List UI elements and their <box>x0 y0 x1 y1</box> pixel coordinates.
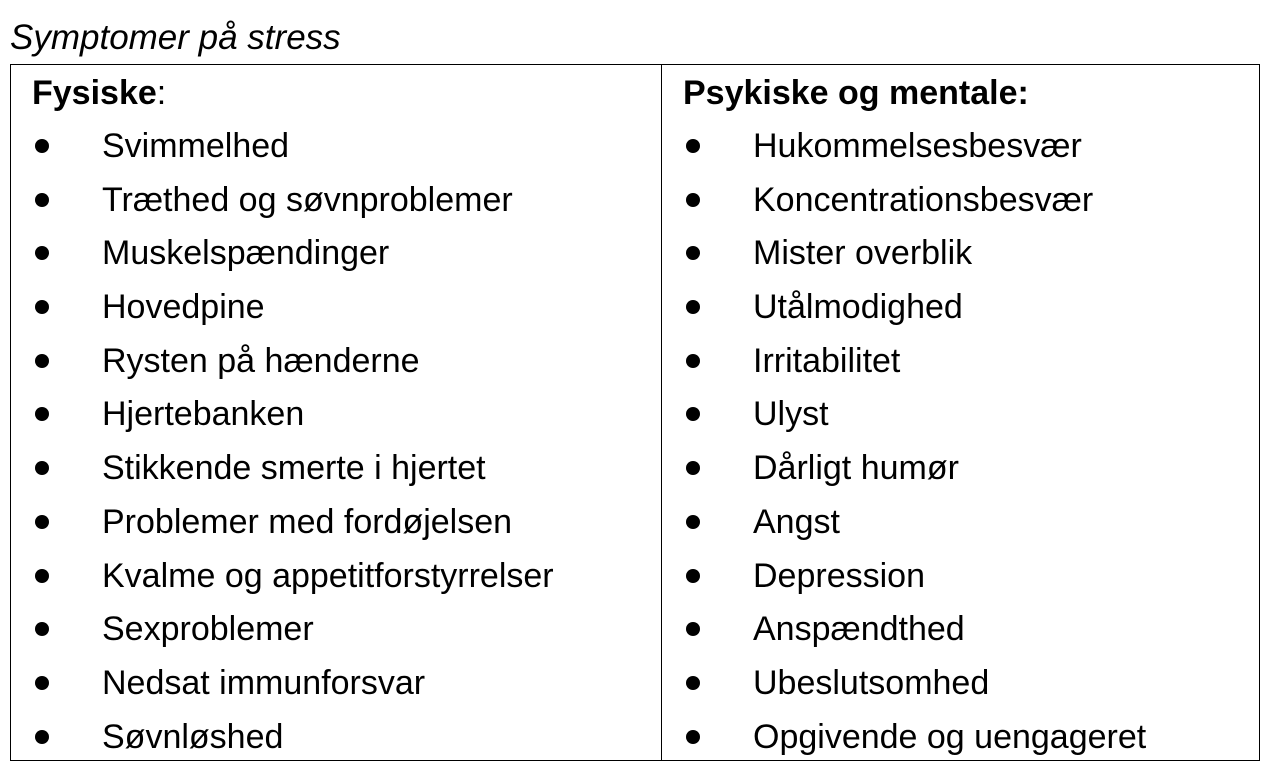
column-heading-title: Psykiske og mentale: <box>683 74 1029 112</box>
bullet-icon <box>686 622 700 636</box>
list-item-text: Hovedpine <box>102 288 265 327</box>
bullet-icon <box>35 569 49 583</box>
bullet-icon <box>35 193 49 207</box>
bullet-icon <box>686 407 700 421</box>
list-item-text: Utålmodighed <box>753 288 963 327</box>
list-item-text: Opgivende og uengageret <box>753 717 1147 756</box>
column-heading <box>683 73 1029 113</box>
column-physical <box>11 65 662 760</box>
list-item-text: Dårligt humør <box>753 449 959 488</box>
list-item-text: Hukommelsesbesvær <box>753 127 1082 165</box>
bullet-icon <box>686 139 700 153</box>
list-item-text: Koncentrationsbesvær <box>753 180 1094 219</box>
bullet-icon <box>35 139 49 153</box>
bullet-icon <box>686 461 700 475</box>
column-heading <box>32 73 166 113</box>
list-item-text: Problemer med fordøjelsen <box>102 502 513 541</box>
list-item-text: Hjertebanken <box>102 395 305 434</box>
bullet-icon <box>35 461 49 475</box>
list-item-text: Stikkende smerte i hjertet <box>102 449 486 488</box>
list-item-text: Svimmelhed <box>102 127 290 165</box>
bullet-icon <box>686 676 700 690</box>
column-mental <box>662 65 1259 760</box>
bullet-icon <box>35 300 49 314</box>
bullet-icon <box>35 407 49 421</box>
bullet-icon <box>686 300 700 314</box>
list-item-text: Rysten på hænderne <box>102 341 420 380</box>
list-item-text: Ubeslutsomhed <box>753 663 990 702</box>
bullet-icon <box>35 676 49 690</box>
column-heading-title: Fysiske <box>32 74 157 112</box>
column-heading-suffix: : <box>156 74 167 112</box>
list-item-text: Sexproblemer <box>102 610 314 649</box>
list-item-text: Træthed og søvnproblemer <box>102 180 513 219</box>
list-item-text: Irritabilitet <box>753 341 901 380</box>
list-item-text: Anspændthed <box>753 610 965 649</box>
bullet-icon <box>686 569 700 583</box>
list-item-text: Angst <box>753 502 840 541</box>
bullet-icon <box>35 622 49 636</box>
bullet-icon <box>35 730 49 744</box>
bullet-icon <box>686 730 700 744</box>
list-item-text: Kvalme og appetitforstyrrelser <box>102 556 554 595</box>
bullet-icon <box>35 354 49 368</box>
list-item-text: Depression <box>753 556 925 595</box>
bullet-icon <box>686 246 700 260</box>
list-item-text: Søvnløshed <box>102 717 284 756</box>
bullet-icon <box>35 515 49 529</box>
list-item-text: Muskelspændinger <box>102 234 390 273</box>
table-caption: Symptomer på stress <box>10 18 341 57</box>
bullet-icon <box>35 246 49 260</box>
symptoms-table <box>10 64 1260 761</box>
bullet-icon <box>686 354 700 368</box>
bullet-icon <box>686 193 700 207</box>
list-item-text: Nedsat immunforsvar <box>102 663 426 702</box>
list-item-text: Ulyst <box>753 395 829 434</box>
bullet-icon <box>686 515 700 529</box>
list-item-text: Mister overblik <box>753 234 973 273</box>
